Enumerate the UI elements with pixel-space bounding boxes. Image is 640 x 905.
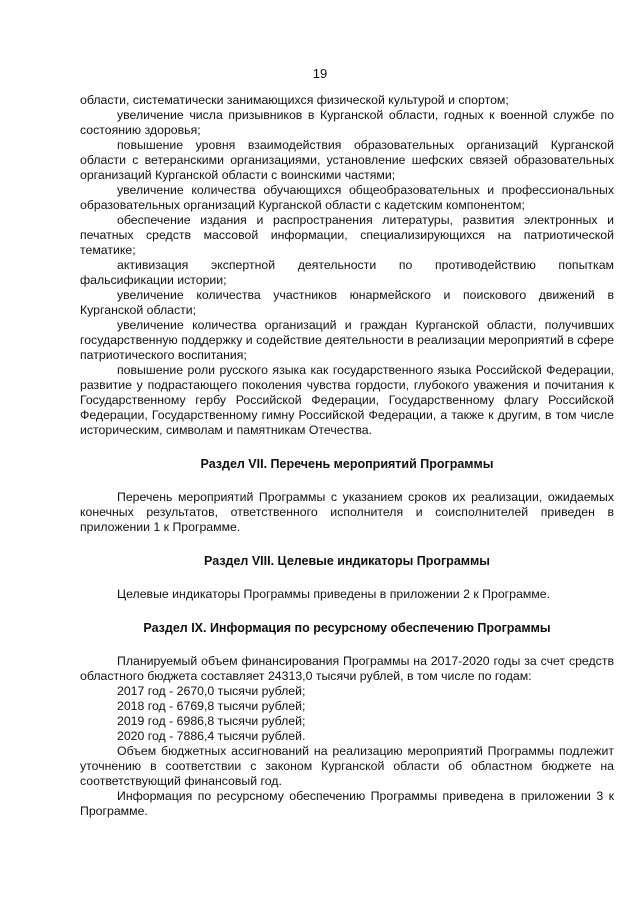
year-line: 2020 год - 7886,4 тысячи рублей.	[117, 729, 306, 743]
section-9-intro: Планируемый объем финансирования Программы на 2017-2020 годы за счет средств областного бюджета составляет 24313,0 тысячи рублей, в том числе по годам:	[80, 654, 614, 683]
section-7-text: Перечень мероприятий Программы с указанием сроков их реализации, ожидаемых конечных результатов, ответственного исполнителя и соисполнителей приведен в приложении 1 к Программе.	[80, 490, 614, 534]
section-9-heading: Раздел IX. Информация по ресурсному обеспечению Программы	[143, 621, 551, 635]
year-line: 2018 год - 6769,8 тысячи рублей;	[117, 699, 306, 713]
paragraph: повышение уровня взаимодействия образовательных организаций Курганской области с ветеранскими организациями, установление шефских связей образовательных организаций Курганской области с воинскими частями;	[80, 138, 614, 182]
section-7-heading: Раздел VII. Перечень мероприятий Программы	[200, 457, 494, 471]
section-9-paragraph: Объем бюджетных ассигнований на реализацию мероприятий Программы подлежит уточнению в соответствии с законом Курганской области об областном бюджете на соответствующий финансовый год.	[80, 744, 614, 788]
page-content	[80, 93, 614, 819]
year-line: 2019 год - 6986,8 тысячи рублей;	[117, 714, 306, 728]
paragraph: увеличение количества организаций и граждан Курганской области, получивших государственную поддержку и содействие деятельности в реализации мероприятий в сфере патриотического воспитания;	[80, 318, 614, 362]
paragraph: активизация экспертной деятельности по противодействию попыткам фальсификации истории;	[80, 258, 614, 287]
paragraph: увеличение количества участников юнармейского и поискового движений в Курганской области;	[80, 288, 614, 317]
paragraph: обеспечение издания и распространения литературы, развития электронных и печатных средств массовой информации, специализирующихся на патриотической тематике;	[80, 213, 614, 257]
paragraph: повышение роли русского языка как государственного языка Российской Федерации, развитие у подрастающего поколения чувства гордости, глубокого уважения и почитания к Государственному гербу Российской Федерации, Государственному флагу Российской Федерации, Государственному гимну Российской Федерации, а также к другим, в том числе историческим, символам и памятникам Отечества.	[80, 363, 614, 437]
section-8-text: Целевые индикаторы Программы приведены в приложении 2 к Программе.	[117, 587, 550, 601]
paragraph: увеличение числа призывников в Курганской области, годных к военной службе по состоянию здоровья;	[80, 108, 614, 137]
paragraph: увеличение количества обучающихся общеобразовательных и профессиональных образовательных организаций Курганской области с кадетским компонентом;	[80, 183, 614, 212]
paragraph: области, систематически занимающихся физической культурой и спортом;	[80, 93, 509, 107]
page-number: 19	[312, 66, 328, 81]
section-8-heading: Раздел VIII. Целевые индикаторы Программы	[204, 554, 490, 568]
section-9-paragraph: Информация по ресурсному обеспечению Программы приведена в приложении 3 к Программе.	[80, 789, 614, 818]
year-line: 2017 год - 2670,0 тысячи рублей;	[117, 684, 306, 698]
